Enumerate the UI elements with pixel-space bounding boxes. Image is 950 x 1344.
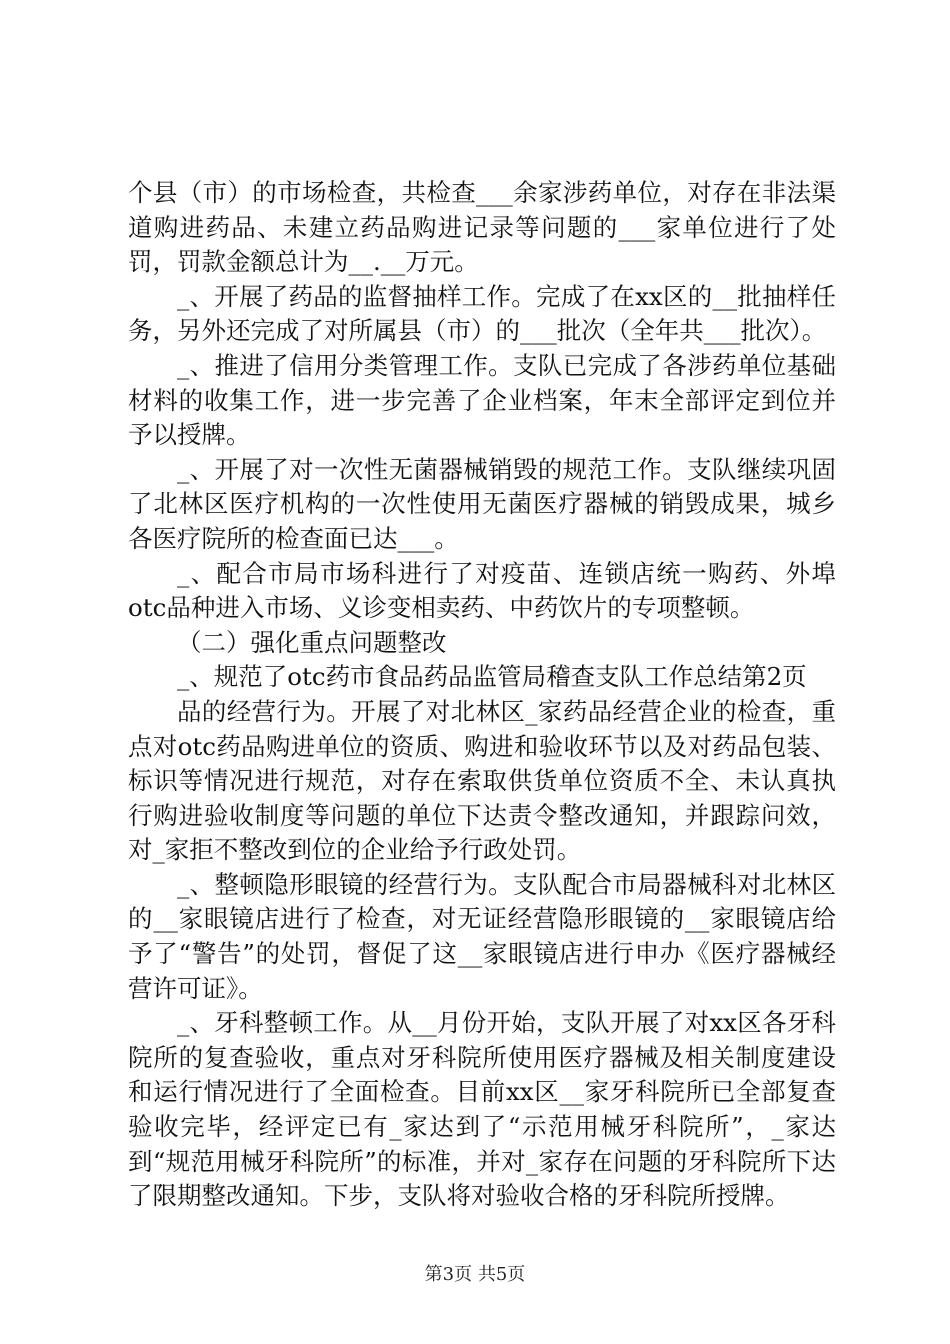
paragraph-8: 品的经营行为。开展了对北林区_家药品经营企业的检查，重点对otc药品购进单位的资质、购进和验收环节以及对药品包装、标识等情况进行规范，对存在索取供货单位资质不全、未认真执行购进验收制度等问题的单位下达责令整改通知，并跟踪问效，对_家拒不整改到位的企业给予行政处罚。 xyxy=(128,696,836,865)
section-heading: （二）强化重点问题整改 xyxy=(177,627,447,657)
paragraph-3: _、推进了信用分类管理工作。支队已完成了各涉药单位基础材料的收集工作，进一步完善了企业档案，年末全部评定到位并予以授牌。 xyxy=(128,350,836,450)
paragraph-7: _、规范了otc药市食品药品监管局稽查支队工作总结第2页 xyxy=(177,662,807,692)
page-footer: 第3页 共5页 xyxy=(424,1264,526,1285)
paragraph-1: 个县（市）的市场检查，共检查___余家涉药单位，对存在非法渠道购进药品、未建立药品购进记录等问题的___家单位进行了处罚，罚款金额总计为__.__万元。 xyxy=(128,178,836,277)
paragraph-9: _、整顿隐形眼镜的经营行为。支队配合市局器械科对北林区的__家眼镜店进行了检查，对无证经营隐形眼镜的__家眼镜店给予了“警告”的处罚，督促了这__家眼镜店进行申办《医疗器械经营许可证》。 xyxy=(128,869,836,1003)
document-body xyxy=(128,176,836,1214)
paragraph-5: _、配合市局市场科进行了对疫苗、连锁店统一购药、外埠otc品种进入市场、义诊变相卖药、中药饮片的专项整顿。 xyxy=(128,558,836,623)
paragraph-2: _、开展了药品的监督抽样工作。完成了在xx区的__批抽样任务，另外还完成了对所属县（市）的___批次（全年共___批次）。 xyxy=(128,281,836,346)
paragraph-10: _、牙科整顿工作。从__月份开始，支队开展了对xx区各牙科院所的复查验收，重点对牙科院所使用医疗器械及相关制度建设和运行情况进行了全面检查。目前xx区__家牙科院所已全部复查验收完毕，经评定已有_家达到了“示范用械牙科院所”，_家达到“规范用械牙科院所”的标准，并对_家存在问题的牙科院所下达了限期整改通知。下步，支队将对验收合格的牙科院所授牌。 xyxy=(128,1008,836,1211)
paragraph-4: _、开展了对一次性无菌器械销毁的规范工作。支队继续巩固了北林区医疗机构的一次性使用无菌医疗器械的销毁成果，城乡各医疗院所的检查面已达___。 xyxy=(128,454,836,553)
